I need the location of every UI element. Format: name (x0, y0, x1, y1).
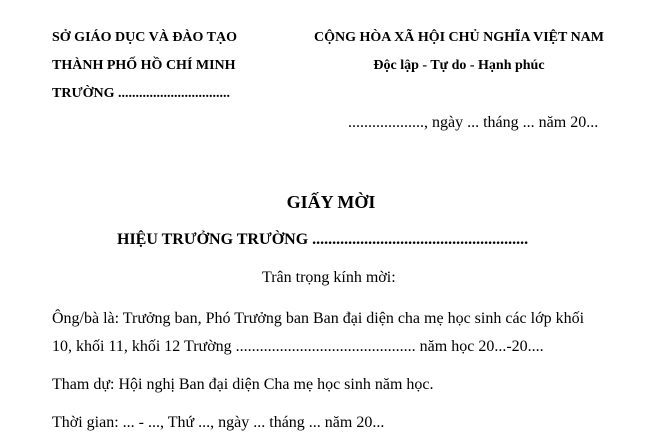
invitee-paragraph-line-2: 10, khối 11, khối 12 Trường ............................................. năm học 20...-20.... (52, 338, 544, 355)
greeting: Trân trọng kính mời: (262, 269, 396, 286)
attend-paragraph: Tham dự: Hội nghị Ban đại diện Cha mẹ học sinh năm học. (52, 376, 434, 393)
school-name-line: TRƯỜNG ................................ (52, 86, 230, 101)
national-title: CỘNG HÒA XÃ HỘI CHỦ NGHĨA VIỆT NAM (313, 30, 604, 45)
national-motto: Độc lập - Tự do - Hạnh phúc (373, 58, 545, 73)
invitee-paragraph-line-1: Ông/bà là: Trưởng ban, Phó Trưởng ban Ban đại diện cha mẹ học sinh các lớp khối (52, 310, 585, 327)
document-title: GIẤY MỜI (286, 192, 376, 212)
date-line: ..................., ngày ... tháng ... năm 20... (348, 114, 599, 131)
agency-line-1: SỞ GIÁO DỤC VÀ ĐÀO TẠO (52, 30, 238, 45)
time-paragraph: Thời gian: ... - ..., Thứ ..., ngày ... tháng ... năm 20... (52, 414, 385, 431)
agency-line-2: THÀNH PHỐ HỒ CHÍ MINH (52, 58, 236, 73)
document-subtitle: HIỆU TRƯỞNG TRƯỜNG ...................................................... (117, 231, 529, 248)
